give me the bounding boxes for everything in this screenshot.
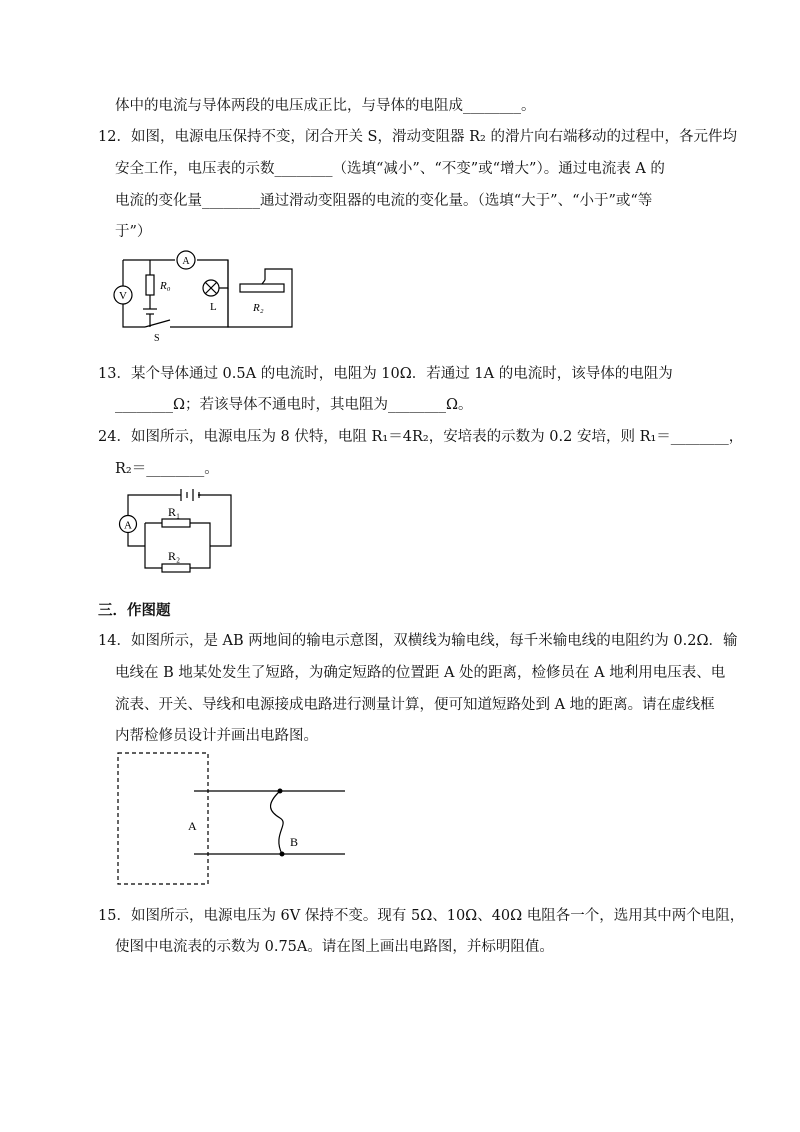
q14-text-line3: 流表、开关、导线和电源接成电路进行测量计算，便可知道短路处到 A 地的距离。请在虚线框 xyxy=(115,697,715,713)
q11-text-tail: 体中的电流与导体两段的电压成正比，与导体的电阻成________。 xyxy=(115,98,536,114)
q12-text-line4: 于”） xyxy=(115,224,152,240)
q24-text-line1: 24．如图所示，电源电压为 8 伏特，电阻 R₁＝4R₂，安培表的示数为 0.2 安培，则 R₁＝________， xyxy=(98,429,744,445)
switch-label: S xyxy=(154,333,160,344)
point-b-label: B xyxy=(290,835,299,849)
q12-text-line2: 安全工作，电压表的示数________（选填“减小”、“不变”或“增大”）。通过电流表 A 的 xyxy=(115,161,665,177)
section-title: 三．作图题 xyxy=(98,603,171,619)
ammeter-label: A xyxy=(182,256,190,267)
q12-text-line1: 12．如图，电源电压保持不变，闭合开关 S，滑动变阻器 R₂ 的滑片向右端移动的过程中，各元件均 xyxy=(98,129,737,145)
q12-circuit-diagram xyxy=(100,245,300,345)
q15-text-line2: 使图中电流表的示数为 0.75A。请在图上画出电路图，并标明阻值。 xyxy=(115,939,554,955)
q24-circuit-diagram xyxy=(115,483,240,578)
ammeter-label: A xyxy=(124,519,132,532)
q14-transmission-diagram xyxy=(110,750,355,892)
r1-label: R₁ xyxy=(168,505,181,519)
q14-text-line1: 14．如图所示，是 AB 两地间的输电示意图，双横线为输电线，每千米输电线的电阻约为 0.2Ω．输 xyxy=(98,633,738,649)
lamp-label: L xyxy=(210,301,217,313)
q13-text-line1: 13．某个导体通过 0.5A 的电流时，电阻为 10Ω．若通过 1A 的电流时，该导体的电阻为 xyxy=(98,366,673,382)
voltmeter-label: V xyxy=(119,290,127,302)
q13-text-line2: ________Ω；若该导体不通电时，其电阻为________Ω。 xyxy=(115,397,473,413)
short-circuit-wire xyxy=(271,791,284,854)
q14-text-line4: 内帮检修员设计并画出电路图。 xyxy=(115,728,318,744)
r2-label: R₂ xyxy=(253,302,264,314)
r0-label: R₀ xyxy=(160,280,171,292)
q24-text-line2: R₂＝________。 xyxy=(115,461,219,477)
q12-text-line3: 电流的变化量________通过滑动变阻器的电流的变化量。（选填“大于”、“小于”或“等 xyxy=(115,193,653,209)
q14-text-line2: 电线在 B 地某处发生了短路，为确定短路的位置距 A 处的距离，检修员在 A 地利用电压表、电 xyxy=(115,665,726,681)
q15-text-line1: 15．如图所示，电源电压为 6V 保持不变。现有 5Ω、10Ω、40Ω 电阻各一个，选用其中两个电阻， xyxy=(98,908,745,924)
point-a-label: A xyxy=(188,819,197,833)
r2-label: R₂ xyxy=(168,549,181,563)
